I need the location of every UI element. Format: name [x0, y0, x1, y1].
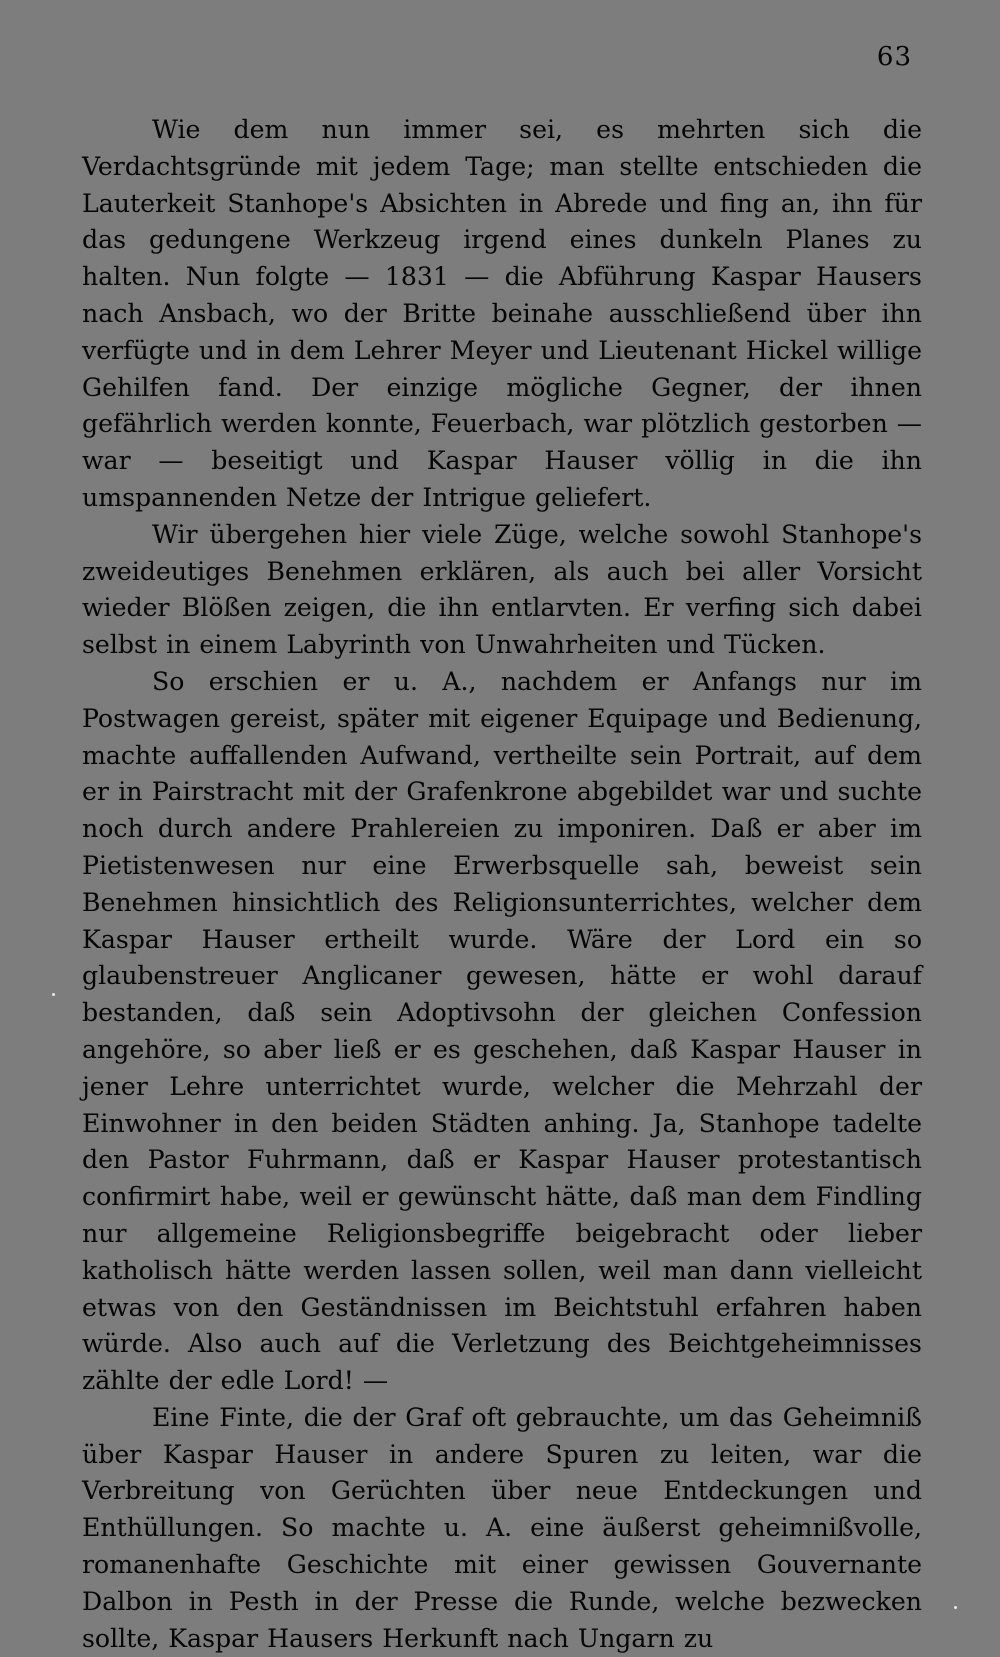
paragraph-3: So erschien er u. A., nachdem er Anfangs nur im Postwagen gereist, später mit eigener Equipage und Bedienung, machte auffallenden Aufwand, vertheilte sein Portrait, auf dem er in Pairstracht mit der Grafenkrone abgebildet war und suchte noch durch andere Prahlereien zu imponiren. Daß er aber im Pietistenwesen nur eine Erwerbsquelle sah, beweist sein Benehmen hinsichtlich des Religionsunterrichtes, welcher dem Kaspar Hauser ertheilt wurde. Wäre der Lord ein so glaubenstreuer Anglicaner gewesen, hätte er wohl darauf bestanden, daß sein Adoptivsohn der gleichen Confession angehöre, so aber ließ er es geschehen, daß Kaspar Hauser in jener Lehre unterrichtet wurde, welcher die Mehrzahl der Einwohner in den beiden Städten anhing. Ja, Stanhope tadelte den Pastor Fuhrmann, daß er Kaspar Hauser protestantisch confirmirt habe, weil er gewünscht hätte, daß man dem Findling nur allgemeine Religionsbegriffe beigebracht oder lieber katholisch hätte werden lassen sollen, weil man dann vielleicht etwas von den Geständnissen im Beichtstuhl erfahren haben würde. Also auch auf die Verletzung des Beichtgeheimnisses zählte der edle Lord! —: [82, 666, 922, 1396]
paragraph-2: Wir übergehen hier viele Züge, welche sowohl Stanhope's zweideutiges Benehmen erklären, als auch bei aller Vorsicht wieder Blößen zeigen, die ihn entlarvten. Er verfing sich dabei selbst in einem Labyrinth von Unwahrheiten und Tücken.: [82, 519, 922, 660]
scan-speck: [954, 1606, 957, 1609]
scan-speck: [52, 993, 55, 996]
page-number: 63: [876, 42, 912, 72]
body-text: [82, 112, 922, 1657]
paragraph-1: Wie dem nun immer sei, es mehrten sich die Verdachtsgründe mit jedem Tage; man stellte entschieden die Lauterkeit Stanhope's Absichten in Abrede und fing an, ihn für das gedungene Werkzeug irgend eines dunkeln Planes zu halten. Nun folgte — 1831 — die Abführung Kaspar Hausers nach Ansbach, wo der Britte beinahe ausschließend über ihn verfügte und in dem Lehrer Meyer und Lieutenant Hickel willige Gehilfen fand. Der einzige mögliche Gegner, der ihnen gefährlich werden konnte, Feuerbach, war plötzlich gestorben — war — beseitigt und Kaspar Hauser völlig in die ihn umspannenden Netze der Intrigue geliefert.: [82, 115, 922, 512]
paragraph-4: Eine Finte, die der Graf oft gebrauchte, um das Geheimniß über Kaspar Hauser in andere Spuren zu leiten, war die Verbreitung von Gerüchten über neue Entdeckungen und Enthüllungen. So machte u. A. eine äußerst geheimnißvolle, romanenhafte Geschichte mit einer gewissen Gouvernante Dalbon in Pesth in der Presse die Runde, welche bezwecken sollte, Kaspar Hausers Herkunft nach Ungarn zu: [82, 1402, 922, 1653]
